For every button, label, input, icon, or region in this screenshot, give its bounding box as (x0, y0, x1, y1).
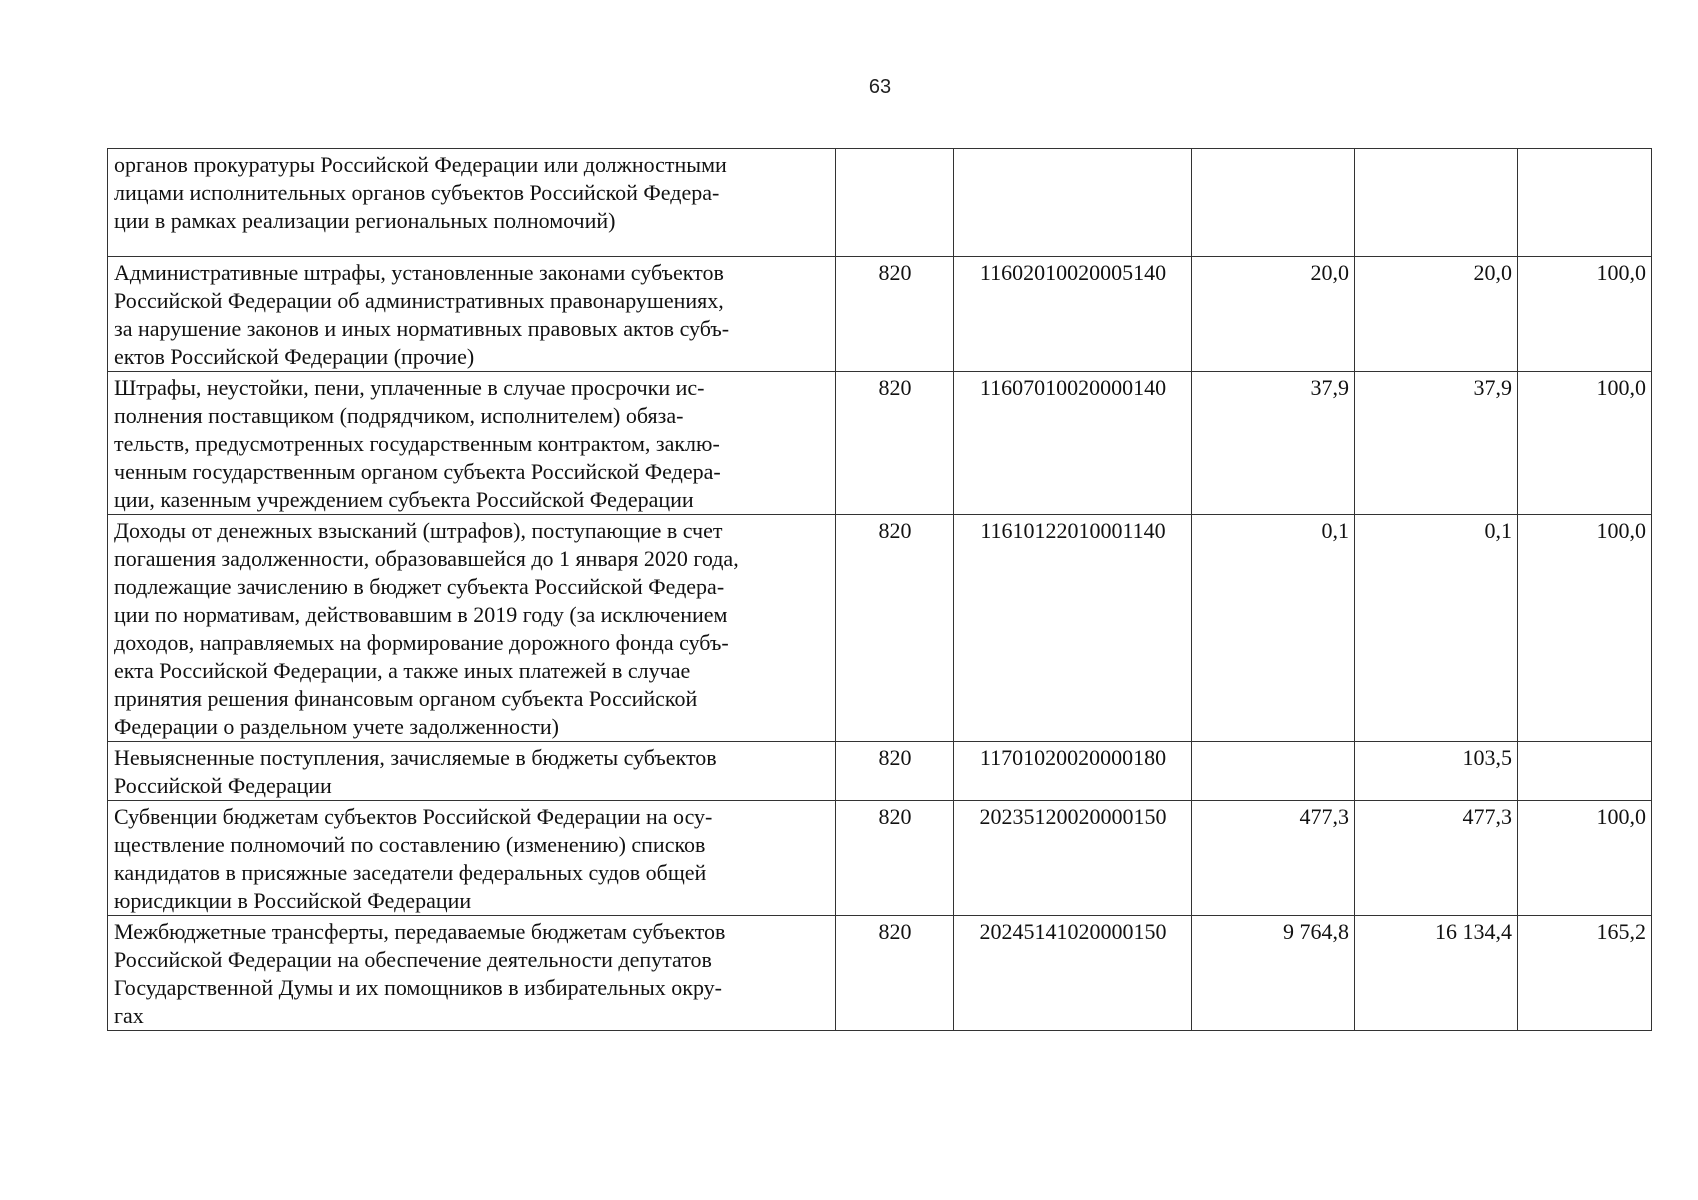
budget-classification-code-cell: 20245141020000150 (954, 916, 1192, 1031)
revenue-name-line: погашения задолженности, образовавшейся до 1 января 2020 года, (114, 546, 739, 571)
revenue-name-line: Субвенции бюджетам субъектов Российской Федерации на осу- (114, 804, 713, 829)
execution-percent-cell: 100,0 (1518, 801, 1652, 916)
table-row (108, 742, 1652, 801)
execution-percent-cell: 165,2 (1518, 916, 1652, 1031)
administrator-code-cell (836, 149, 954, 257)
administrator-code-cell: 820 (836, 801, 954, 916)
revenue-name-line: Российской Федерации на обеспечение деятельности депутатов (114, 947, 712, 972)
actual-amount-cell: 103,5 (1355, 742, 1518, 801)
planned-amount-cell: 9 764,8 (1192, 916, 1355, 1031)
revenue-name-line: ции, казенным учреждением субъекта Российской Федерации (114, 487, 694, 512)
revenue-name-line: ции в рамках реализации региональных полномочий) (114, 208, 616, 233)
revenue-name-line: подлежащие зачислению в бюджет субъекта Российской Федера- (114, 574, 725, 599)
budget-classification-code-cell: 11602010020005140 (954, 257, 1192, 372)
table-row (108, 149, 1652, 257)
actual-amount-cell: 20,0 (1355, 257, 1518, 372)
revenue-table-body (108, 149, 1652, 1031)
planned-amount-cell (1192, 149, 1355, 257)
revenue-name-line: тельств, предусмотренных государственным контрактом, заклю- (114, 431, 720, 456)
execution-percent-cell: 100,0 (1518, 515, 1652, 742)
table-row (108, 515, 1652, 742)
revenue-name-line: екта Российской Федерации, а также иных платежей в случае (114, 658, 691, 683)
administrator-code-cell: 820 (836, 742, 954, 801)
execution-percent-cell: 100,0 (1518, 257, 1652, 372)
table-row (108, 372, 1652, 515)
administrator-code-cell: 820 (836, 257, 954, 372)
actual-amount-cell: 37,9 (1355, 372, 1518, 515)
revenue-table (107, 148, 1652, 1031)
revenue-name-line: кандидатов в присяжные заседатели федеральных судов общей (114, 860, 707, 885)
execution-percent-cell: 100,0 (1518, 372, 1652, 515)
page-number: 63 (868, 76, 892, 98)
revenue-name-line: Межбюджетные трансферты, передаваемые бюджетам субъектов (114, 919, 726, 944)
actual-amount-cell (1355, 149, 1518, 257)
administrator-code-cell: 820 (836, 515, 954, 742)
revenue-name-cell (108, 372, 836, 515)
revenue-name-cell (108, 742, 836, 801)
planned-amount-cell (1192, 742, 1355, 801)
revenue-name-line: ченным государственным органом субъекта Российской Федера- (114, 459, 721, 484)
budget-classification-code-cell (954, 149, 1192, 257)
revenue-name-cell (108, 801, 836, 916)
revenue-name-line: лицами исполнительных органов субъектов Российской Федера- (114, 180, 720, 205)
revenue-name-cell (108, 149, 836, 257)
revenue-name-line: за нарушение законов и иных нормативных правовых актов субъ- (114, 316, 730, 341)
revenue-name-line: Административные штрафы, установленные законами субъектов (114, 260, 724, 285)
table-row (108, 801, 1652, 916)
revenue-name-line: полнения поставщиком (подрядчиком, исполнителем) обяза- (114, 403, 684, 428)
revenue-name-line: Невыясненные поступления, зачисляемые в бюджеты субъектов (114, 745, 717, 770)
revenue-name-line: Государственной Думы и их помощников в избирательных окру- (114, 975, 722, 1000)
revenue-name-line: ществление полномочий по составлению (изменению) списков (114, 832, 706, 857)
revenue-name-cell (108, 257, 836, 372)
budget-classification-code-cell: 20235120020000150 (954, 801, 1192, 916)
revenue-name-line: Штрафы, неустойки, пени, уплаченные в случае просрочки ис- (114, 375, 705, 400)
budget-classification-code-cell: 11610122010001140 (954, 515, 1192, 742)
planned-amount-cell: 0,1 (1192, 515, 1355, 742)
revenue-name-line: Федерации о раздельном учете задолженности) (114, 714, 559, 739)
revenue-name-cell (108, 916, 836, 1031)
revenue-name-line: ции по нормативам, действовавшим в 2019 году (за исключением (114, 602, 728, 627)
actual-amount-cell: 16 134,4 (1355, 916, 1518, 1031)
revenue-name-line: юрисдикции в Российской Федерации (114, 888, 472, 913)
planned-amount-cell: 37,9 (1192, 372, 1355, 515)
administrator-code-cell: 820 (836, 916, 954, 1031)
execution-percent-cell (1518, 742, 1652, 801)
execution-percent-cell (1518, 149, 1652, 257)
actual-amount-cell: 0,1 (1355, 515, 1518, 742)
revenue-name-line: доходов, направляемых на формирование дорожного фонда субъ- (114, 630, 729, 655)
table-row (108, 257, 1652, 372)
actual-amount-cell: 477,3 (1355, 801, 1518, 916)
revenue-name-line: Российской Федерации об административных правонарушениях, (114, 288, 724, 313)
revenue-name-line: Доходы от денежных взысканий (штрафов), поступающие в счет (114, 518, 723, 543)
revenue-name-line: ектов Российской Федерации (прочие) (114, 344, 475, 369)
revenue-name-line: Российской Федерации (114, 773, 332, 798)
planned-amount-cell: 20,0 (1192, 257, 1355, 372)
revenue-name-line: органов прокуратуры Российской Федерации или должностными (114, 152, 727, 177)
budget-classification-code-cell: 11607010020000140 (954, 372, 1192, 515)
revenue-name-cell (108, 515, 836, 742)
table-row (108, 916, 1652, 1031)
administrator-code-cell: 820 (836, 372, 954, 515)
revenue-name-line: гах (114, 1003, 144, 1028)
budget-classification-code-cell: 11701020020000180 (954, 742, 1192, 801)
planned-amount-cell: 477,3 (1192, 801, 1355, 916)
revenue-name-line: принятия решения финансовым органом субъекта Российской (114, 686, 698, 711)
